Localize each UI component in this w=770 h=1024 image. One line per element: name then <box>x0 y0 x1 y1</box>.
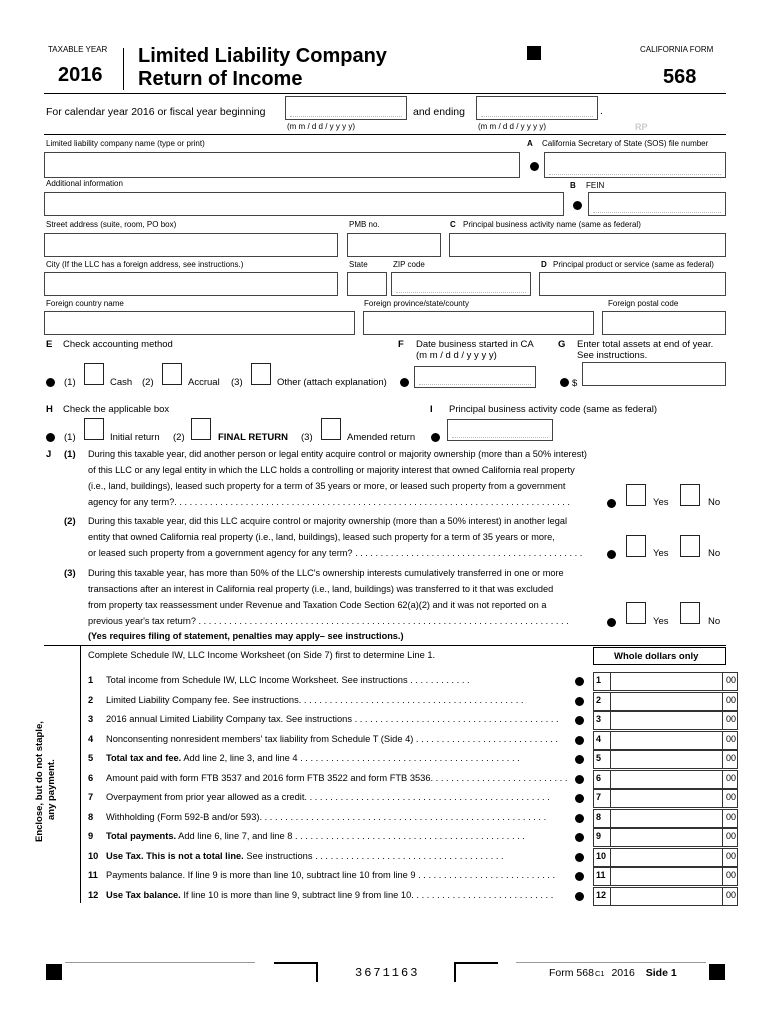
footer-form-name: Form 568 <box>549 967 594 979</box>
amount-divider <box>610 732 611 749</box>
line-bold-text: Use Tax balance. <box>106 889 181 900</box>
q3-yes-checkbox[interactable] <box>626 602 646 624</box>
amount-divider <box>610 888 611 905</box>
additional-info-label: Additional information <box>46 179 123 188</box>
cents-divider <box>722 790 723 807</box>
activity-code-input[interactable] <box>447 419 553 441</box>
footer-rule-left <box>65 962 255 963</box>
cents-divider <box>722 751 723 768</box>
line-item-label <box>88 831 568 841</box>
other-checkbox[interactable] <box>251 363 271 385</box>
activity-name-input[interactable] <box>449 233 726 257</box>
line-text: Overpayment from prior year allowed as a credit. . . . . . . . . . . . . . . . . . . . . . . . . . . . . . . . . . . . . . . . . . . . . . . . <box>106 792 550 802</box>
amount-line-number: 4 <box>596 733 602 744</box>
line-number: 8 <box>88 811 94 822</box>
line-text: If line 10 is more than line 9, subtract line 9 from line 10. . . . . . . . . . . . . . . . . . . . . . . . . . . . <box>180 889 554 900</box>
cents-value: 00 <box>725 870 736 880</box>
e-opt2-num: (2) <box>142 377 154 388</box>
bullet-icon <box>560 378 569 387</box>
corner-mark-right <box>454 962 498 982</box>
additional-info-input[interactable] <box>44 192 564 216</box>
fiscal-begin-input[interactable] <box>285 96 407 120</box>
line-text: See instructions . . . . . . . . . . . . . . . . . . . . . . . . . . . . . . . . . . . . . <box>243 850 504 861</box>
amount-divider <box>610 712 611 729</box>
amount-divider <box>610 673 611 690</box>
cents-divider <box>722 868 723 885</box>
zip-input[interactable] <box>391 272 531 296</box>
section-e-letter: E <box>46 339 53 350</box>
line-amount-input[interactable] <box>593 809 738 828</box>
cents-divider <box>722 732 723 749</box>
amount-divider <box>610 829 611 846</box>
line-text: Nonconsenting nonresident members' tax liability from Schedule T (Side 4) . . . . . . . . . . . . . . . . . . . . . . . . . . . . <box>106 733 558 744</box>
cents-divider <box>722 771 723 788</box>
header-divider <box>123 48 124 90</box>
h-opt1-num: (1) <box>64 432 76 443</box>
q1-yes-label: Yes <box>653 497 669 508</box>
section-f-label: Date business started in CA <box>416 339 534 350</box>
city-label: City (If the LLC has a foreign address, see instructions.) <box>46 260 244 269</box>
section-f-letter: F <box>398 339 404 350</box>
amended-return-label: Amended return <box>347 432 416 443</box>
line-item-label <box>88 870 568 880</box>
line-number: 7 <box>88 792 94 802</box>
amount-line-number: 3 <box>596 714 602 724</box>
cents-value: 00 <box>725 831 736 841</box>
cents-value: 00 <box>725 889 736 900</box>
amount-line-number: 7 <box>596 792 602 802</box>
section-i-letter: I <box>430 404 433 415</box>
q1-yes-checkbox[interactable] <box>626 484 646 506</box>
line-amount-input[interactable] <box>593 692 738 711</box>
bullet-icon <box>607 618 616 627</box>
line-number: 4 <box>88 733 94 744</box>
cents-value: 00 <box>725 850 736 861</box>
amount-line-number: 9 <box>596 831 602 841</box>
line-number: 9 <box>88 831 94 841</box>
line-amount-input[interactable] <box>593 750 738 769</box>
accrual-checkbox[interactable] <box>162 363 182 385</box>
q3-line: During this taxable year, has more than 50% of the LLC's ownership interests cumulatively transferred in one or more <box>88 568 564 578</box>
amount-divider <box>610 810 611 827</box>
pmb-input[interactable] <box>347 233 441 257</box>
q1-num: (1) <box>64 449 76 460</box>
period-rule <box>44 134 726 135</box>
line-amount-input[interactable] <box>593 672 738 691</box>
province-label: Foreign province/state/county <box>364 299 469 308</box>
line-text: Limited Liability Company fee. See instructions. . . . . . . . . . . . . . . . . . . . . . . . . . . . . . . . . . . . . . . . . . . . <box>106 694 524 705</box>
amount-line-number: 8 <box>596 811 602 822</box>
line-amount-input[interactable] <box>593 789 738 808</box>
line-number: 12 <box>88 889 99 900</box>
product-label: Principal product or service (same as federal) <box>553 260 714 269</box>
line-item-label <box>88 753 568 763</box>
q2-yes-checkbox[interactable] <box>626 535 646 557</box>
line-text: Amount paid with form FTB 3537 and 2016 form FTB 3522 and form FTB 3536. . . . . . . . . . . . . . . . . . . . . . . . . . . <box>106 772 568 783</box>
line-text: Add line 2, line 3, and line 4 . . . . . . . . . . . . . . . . . . . . . . . . . . . . . . . . . . . . . . . . . . . <box>181 753 520 763</box>
amount-divider <box>610 868 611 885</box>
q2-line: or leased such property from a government agency for any term? . . . . . . . . . . . . . . . . . . . . . . . . . . . . . . . . . . . . . . . . . . . . . <box>88 548 583 558</box>
activity-name-letter: C <box>450 220 456 229</box>
cash-label: Cash <box>110 377 133 388</box>
cents-value: 00 <box>725 694 736 705</box>
side-note-line1: Enclose, but do not staple, <box>34 721 45 842</box>
amount-divider <box>610 771 611 788</box>
cents-value: 00 <box>725 811 736 822</box>
section-g-sublabel: See instructions. <box>577 350 648 361</box>
bullet-icon <box>575 755 584 764</box>
side-note-line2: any payment. <box>46 759 57 820</box>
q3-line: from property tax reassessment under Revenue and Taxation Code Section 62(a)(2) and it was not reported on a <box>88 600 547 610</box>
product-letter: D <box>541 260 547 269</box>
line-bold-text: Use Tax. This is not a total line. <box>106 850 244 861</box>
line-amount-input[interactable] <box>593 848 738 867</box>
q1-line: (i.e., land, buildings), leased such property for a term of 35 years or more, or leased such property from a government <box>88 481 566 491</box>
tax-year: 2016 <box>58 64 103 86</box>
other-label: Other (attach explanation) <box>277 377 387 388</box>
sos-label: California Secretary of State (SOS) file number <box>542 139 709 148</box>
product-input[interactable] <box>539 272 726 296</box>
q3-num: (3) <box>64 568 76 579</box>
line-amount-input[interactable] <box>593 731 738 750</box>
footer-form-suffix: C1 <box>594 969 605 978</box>
period-end-dot: . <box>600 106 603 117</box>
line-number: 2 <box>88 694 94 705</box>
amount-divider <box>610 790 611 807</box>
q3-yes-label: Yes <box>653 616 669 627</box>
q1-no-checkbox[interactable] <box>680 484 700 506</box>
bullet-icon <box>607 499 616 508</box>
footer-side: Side 1 <box>645 967 677 979</box>
line-item-label <box>88 675 568 685</box>
cents-value: 00 <box>725 753 736 763</box>
bullet-icon <box>575 814 584 823</box>
fein-input[interactable] <box>588 192 726 216</box>
form-number: 568 <box>663 66 697 88</box>
form-title-line1: Limited Liability Company <box>138 45 387 67</box>
cents-divider <box>722 829 723 846</box>
q2-yes-label: Yes <box>653 548 669 559</box>
line-number: 6 <box>88 772 94 783</box>
form-title-line2: Return of Income <box>138 68 303 90</box>
q2-no-checkbox[interactable] <box>680 535 700 557</box>
line-item-label <box>88 773 568 783</box>
section-e-label: Check accounting method <box>63 339 173 350</box>
line-item-label <box>88 695 568 705</box>
section-j-letter: J <box>46 449 52 460</box>
bullet-icon <box>575 775 584 784</box>
sos-letter: A <box>527 139 533 148</box>
date-started-input[interactable] <box>414 366 536 388</box>
amount-divider <box>610 849 611 866</box>
lines-top-rule <box>44 645 726 646</box>
q2-num: (2) <box>64 516 76 527</box>
bullet-icon <box>431 433 440 442</box>
line-item-label <box>88 890 568 900</box>
cents-divider <box>722 673 723 690</box>
amount-divider <box>610 693 611 710</box>
q3-line: previous year's tax return? . . . . . . . . . . . . . . . . . . . . . . . . . . . . . . . . . . . . . . . . . . . . . . . . . . . . . . . . . . . . . . . . . . . . . . . . . <box>88 616 569 626</box>
bullet-icon <box>575 892 584 901</box>
country-label: Foreign country name <box>46 299 124 308</box>
bullet-icon <box>400 378 409 387</box>
taxable-year-label: TAXABLE YEAR <box>48 45 108 54</box>
section-g-letter: G <box>558 339 566 350</box>
street-input[interactable] <box>44 233 338 257</box>
street-label: Street address (suite, room, PO box) <box>46 220 177 229</box>
cents-divider <box>722 849 723 866</box>
line-bold-text: Total payments. <box>106 831 177 841</box>
bullet-icon <box>575 697 584 706</box>
section-h-letter: H <box>46 404 53 415</box>
cash-checkbox[interactable] <box>84 363 104 385</box>
llc-name-label: Limited liability company name (type or print) <box>46 139 205 148</box>
section-f-format: (m m / d d / y y y y) <box>416 350 497 361</box>
bullet-icon <box>575 833 584 842</box>
rp-label: RP <box>635 122 648 132</box>
cents-divider <box>722 712 723 729</box>
q2-line: During this taxable year, did this LLC acquire control or majority ownership (more than a 50% interest) in another legal <box>88 516 568 526</box>
e-opt3-num: (3) <box>231 377 243 388</box>
q2-line: entity that owned California real property (i.e., land, buildings), leased such property for a term of 35 years or more, <box>88 532 555 542</box>
q3-line: transactions after an interest in California real property (i.e., land, buildings) was transferred to it that was excluded <box>88 584 554 594</box>
final-return-checkbox[interactable] <box>191 418 211 440</box>
amount-line-number: 6 <box>596 772 602 783</box>
initial-return-checkbox[interactable] <box>84 418 104 440</box>
line-text: Withholding (Form 592-B and/or 593). . . . . . . . . . . . . . . . . . . . . . . . . . . . . . . . . . . . . . . . . . . . . . . . . . . . . . . . <box>106 811 547 822</box>
line-amount-input[interactable] <box>593 887 738 906</box>
registration-mark <box>527 46 541 60</box>
amount-line-number: 11 <box>596 870 606 880</box>
cents-value: 00 <box>725 714 736 724</box>
line-amount-input[interactable] <box>593 867 738 886</box>
footer-year: 2016 <box>611 967 635 979</box>
cents-divider <box>722 888 723 905</box>
lines-intro: Complete Schedule IW, LLC Income Worksheet (on Side 7) first to determine Line 1. <box>88 650 436 660</box>
amount-line-number: 5 <box>596 753 602 763</box>
line-text: 2016 annual Limited Liability Company tax. See instructions . . . . . . . . . . . . . . . . . . . . . . . . . . . . . . . . . . . . . . . . <box>106 714 559 724</box>
accrual-label: Accrual <box>188 377 220 388</box>
bullet-icon <box>607 550 616 559</box>
q1-no-label: No <box>708 497 721 508</box>
llc-name-input[interactable] <box>44 152 520 178</box>
zip-label: ZIP code <box>393 260 425 269</box>
barcode-number: 3671163 <box>355 966 420 980</box>
total-assets-input[interactable] <box>582 362 726 386</box>
h-opt3-num: (3) <box>301 432 313 443</box>
registration-mark <box>709 964 725 980</box>
province-input[interactable] <box>363 311 594 335</box>
line-item-label <box>88 812 568 822</box>
line-number: 10 <box>88 850 99 861</box>
cents-divider <box>722 693 723 710</box>
cents-value: 00 <box>725 772 736 783</box>
line-number: 11 <box>88 870 98 880</box>
final-return-label: FINAL RETURN <box>218 432 289 443</box>
registration-mark <box>46 964 62 980</box>
q2-no-label: No <box>708 548 721 559</box>
currency-symbol: $ <box>572 378 578 389</box>
line-item-label <box>88 792 568 802</box>
line-item-label <box>88 851 568 861</box>
q3-no-checkbox[interactable] <box>680 602 700 624</box>
bullet-icon <box>575 716 584 725</box>
corner-mark-left <box>274 962 318 982</box>
q3-note: (Yes requires filing of statement, penalties may apply– see instructions.) <box>88 631 404 641</box>
state-label: State <box>349 260 368 269</box>
line-bold-text: Total tax and fee. <box>106 753 182 763</box>
section-g-label: Enter total assets at end of year. <box>577 339 714 350</box>
line-number: 3 <box>88 714 94 724</box>
line-text: Payments balance. If line 9 is more than line 10, subtract line 10 from line 9 . . . . . . . . . . . . . . . . . . . . . . . . . . . <box>106 870 556 880</box>
amount-divider <box>610 751 611 768</box>
bullet-icon <box>575 736 584 745</box>
pmb-label: PMB no. <box>349 220 380 229</box>
city-input[interactable] <box>44 272 338 296</box>
e-opt1-num: (1) <box>64 377 76 388</box>
bullet-icon <box>575 853 584 862</box>
bullet-icon <box>46 378 55 387</box>
bullet-icon <box>573 201 582 210</box>
ending-label: and ending <box>413 106 465 118</box>
bullet-icon <box>530 162 539 171</box>
amount-line-number: 10 <box>596 850 607 861</box>
initial-return-label: Initial return <box>110 432 160 443</box>
bullet-icon <box>575 872 584 881</box>
cents-value: 00 <box>725 733 736 744</box>
line-number: 1 <box>88 675 94 685</box>
q1-line: of this LLC or any legal entity in which the LLC holds a controlling or majority interest that owned California real property <box>88 465 575 475</box>
h-opt2-num: (2) <box>173 432 185 443</box>
line-item-label <box>88 714 568 724</box>
begin-date-format: (m m / d d / y y y y) <box>287 122 356 131</box>
q3-no-label: No <box>708 616 721 627</box>
whole-dollars-header <box>593 647 726 665</box>
line-text: Total income from Schedule IW, LLC Income Worksheet. See instructions . . . . . . . . . . . . <box>106 675 470 685</box>
country-input[interactable] <box>44 311 355 335</box>
fein-label: FEIN <box>586 181 605 190</box>
section-h-label: Check the applicable box <box>63 404 170 415</box>
footer-rule-right <box>516 962 706 963</box>
state-input[interactable] <box>347 272 387 296</box>
bullet-icon <box>46 433 55 442</box>
period-label: For calendar year 2016 or fiscal year beginning <box>46 106 266 118</box>
amended-return-checkbox[interactable] <box>321 418 341 440</box>
postal-input[interactable] <box>602 311 726 335</box>
line-text: Add line 6, line 7, and line 8 . . . . . . . . . . . . . . . . . . . . . . . . . . . . . . . . . . . . . . . . . . . . . <box>176 831 525 841</box>
amount-line-number: 1 <box>596 675 602 685</box>
postal-label: Foreign postal code <box>608 299 679 308</box>
cents-value: 00 <box>725 792 736 802</box>
header-rule <box>44 93 726 94</box>
cents-divider <box>722 810 723 827</box>
line-number: 5 <box>88 753 94 763</box>
california-form-label: CALIFORNIA FORM <box>640 45 714 54</box>
activity-name-label: Principal business activity name (same as federal) <box>463 220 641 229</box>
sos-file-number-input[interactable] <box>544 152 726 178</box>
line-amount-input[interactable] <box>593 711 738 730</box>
fein-letter: B <box>570 181 576 190</box>
footer-form-label <box>549 967 677 979</box>
cents-value: 00 <box>725 675 736 685</box>
line-item-label <box>88 734 568 744</box>
q1-line: agency for any term?. . . . . . . . . . . . . . . . . . . . . . . . . . . . . . . . . . . . . . . . . . . . . . . . . . . . . . . . . . . . . . . . . . . . . . . . . . . . . . <box>88 497 570 507</box>
bullet-icon <box>575 794 584 803</box>
line-amount-input[interactable] <box>593 828 738 847</box>
section-i-label: Principal business activity code (same as federal) <box>449 404 658 415</box>
bullet-icon <box>575 677 584 686</box>
whole-dollars-text: Whole dollars only <box>614 651 699 662</box>
amount-line-number: 12 <box>596 889 607 900</box>
amount-line-number: 2 <box>596 694 602 705</box>
end-date-format: (m m / d d / y y y y) <box>478 122 547 131</box>
lines-left-rule <box>80 645 81 903</box>
q1-line: During this taxable year, did another person or legal entity acquire control or majority ownership (more than a 50% interest) <box>88 449 587 459</box>
line-amount-input[interactable] <box>593 770 738 789</box>
fiscal-end-input[interactable] <box>476 96 598 120</box>
